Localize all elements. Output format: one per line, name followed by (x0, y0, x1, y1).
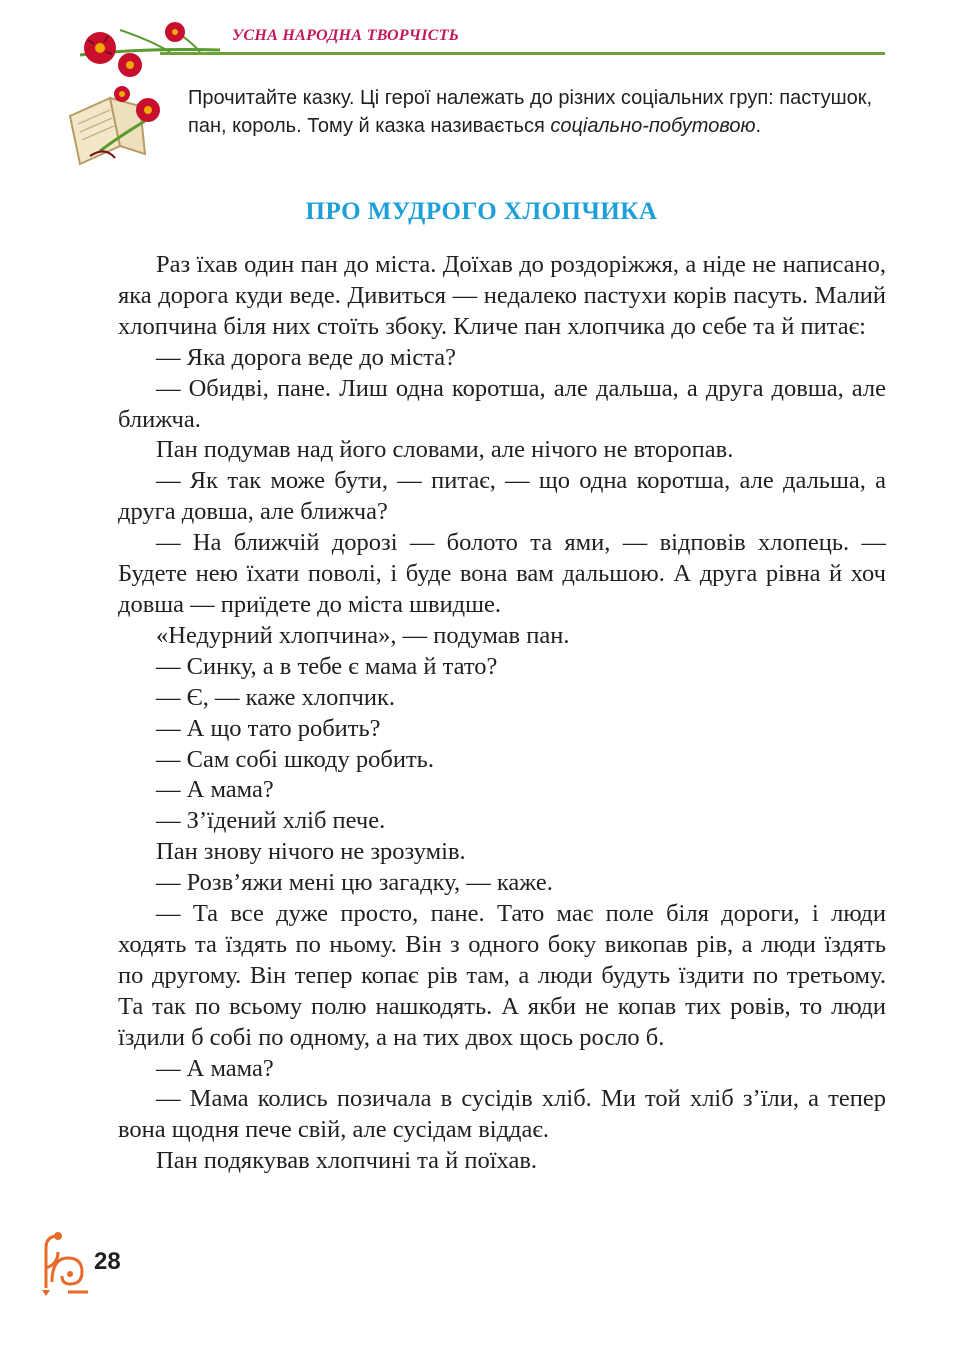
intro-text-end: . (755, 115, 762, 137)
story-paragraph: — А що тато робить? (156, 714, 381, 742)
story-paragraph: Пан подумав над його словами, але нічого не второпав. (156, 436, 734, 464)
open-book-with-flower-icon (60, 76, 170, 171)
story-title: ПРО МУДРОГО ХЛОПЧИКА (305, 198, 658, 225)
story-paragraph: — Є, — каже хлопчик. (156, 683, 395, 711)
story-paragraph: — А мама? (156, 1054, 274, 1082)
story-paragraph: — Як так може бути, — питає, — що одна коротша, але дальша, а друга довша, але ближча? (118, 467, 886, 526)
story-paragraph: — Та все дуже просто, пане. Тато має поле біля дороги, і люди ходять та їздять по ньому. Він з одного боку викопав рів, а люди їздять по другому. Він тепер копає рів там, а люди будуть їздити по третьому. Та так по всьому полю нашкодять. А якби не копав тих ровів, то люди їздили б собі по одному, а на тих двох щось росло б. (118, 900, 886, 1051)
story-paragraph: — Яка дорога веде до міста? (156, 343, 456, 371)
story-paragraph: Пан подякував хлопчині та й поїхав. (156, 1147, 538, 1175)
story-paragraph: — А мама? (156, 776, 274, 804)
story-paragraph: — Розв’яжи мені цю загадку, — каже. (156, 869, 553, 897)
story-paragraph: Пан знову нічого не зрозумів. (156, 838, 466, 866)
story-paragraph: — Сам собі шкоду робить. (156, 745, 434, 773)
story-paragraph: — Синку, а в тебе є мама й тато? (156, 652, 498, 680)
section-title: УСНА НАРОДНА ТВОРЧІСТЬ (232, 27, 460, 44)
story-paragraph: — На ближчій дорозі — болото та ями, — відповів хлопець. — Будете нею їхати поволі, і буде вона вам дальшою. А друга рівна й хоч довша — приїдете до міста швидше. (118, 529, 886, 618)
page-number: 28 (94, 1248, 121, 1275)
folk-ornament-icon (38, 1228, 94, 1296)
story-paragraph: — Обидві, пане. Лиш одна коротша, але дальша, а друга довша, але ближча. (118, 374, 886, 433)
story-paragraph: — З’їдений хліб пече. (156, 807, 386, 835)
story-paragraph: «Недурний хлопчина», — подумав пан. (156, 621, 570, 649)
intro-text-main: Прочитайте казку. Ці герої належать до різних соціальних груп: пастушок, пан, король. Тому й казка називається (188, 87, 873, 137)
story-text (118, 250, 886, 1177)
story-paragraph: Раз їхав один пан до міста. Доїхав до роздоріжжя, а ніде не написано, яка дорога куди веде. Дивиться — недалеко пастухи корів пасуть. Малий хлопчина біля них стоїть збоку. Кличе пан хлопчика до себе та й питає: (118, 251, 886, 340)
carnation-flowers-icon (60, 10, 290, 80)
intro-emphasis: соціально-побутовою (550, 115, 756, 137)
story-paragraph: — Мама колись позичала в сусідів хліб. Ми той хліб з’їли, а тепер вона щодня пече свій, але сусідам віддає. (118, 1085, 886, 1144)
intro-text (188, 84, 888, 140)
header-divider (160, 52, 885, 55)
